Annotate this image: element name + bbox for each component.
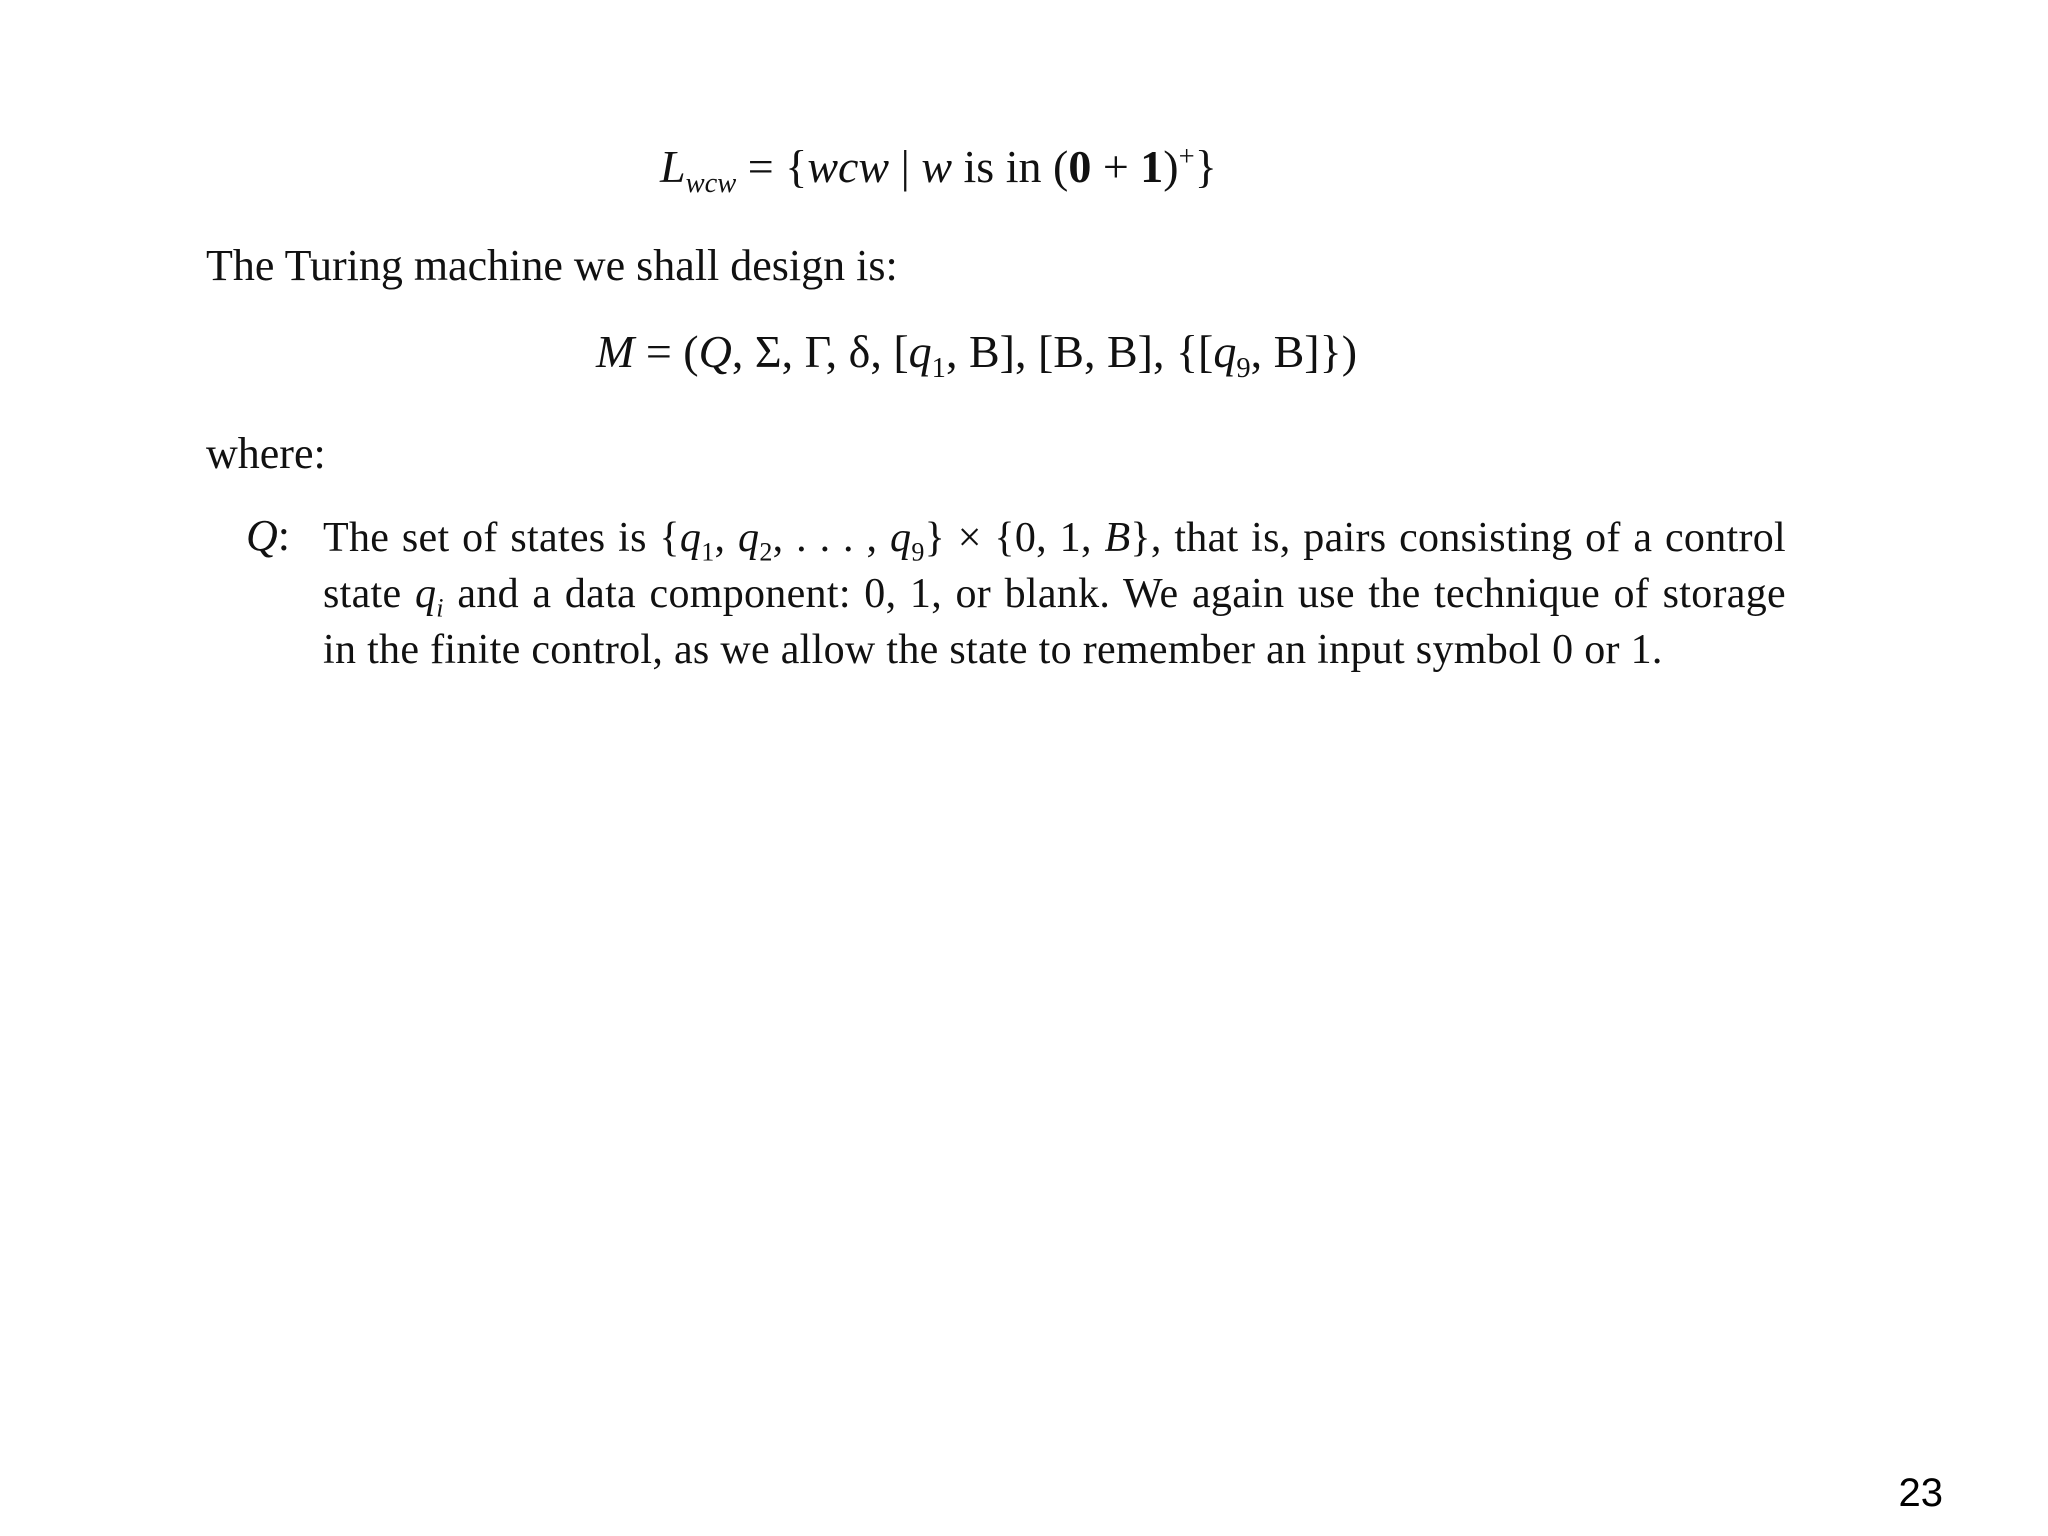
eq-lhs-subscript: wcw <box>685 168 737 200</box>
eq-equals-open: = { <box>736 141 808 192</box>
q-text-part1: The set of states is { <box>323 515 680 561</box>
eq-superscript: + <box>1178 141 1195 173</box>
eq-machine-b2: , B]}) <box>1250 326 1358 377</box>
machine-definition-equation <box>596 325 1358 385</box>
eq-machine-q: Q <box>698 326 732 377</box>
q-item-label <box>246 510 290 561</box>
q-text-q2: q <box>738 515 760 561</box>
q-text-part3: }, that is, pairs consisting of a control state <box>323 515 1787 617</box>
eq-one: 1 <box>1140 141 1164 192</box>
eq-paren-close: ) <box>1163 141 1179 192</box>
q-text-part2: } × {0, 1, <box>924 515 1105 561</box>
eq-machine-symbol: M <box>596 326 635 377</box>
eq-var: w <box>921 141 953 192</box>
q-text-part4: and a data component: 0, 1, or blank. We again use the technique of storage in the finite control, as we allow the state to remember an input symbol 0 or 1. <box>323 571 1786 673</box>
q-text-dots: , . . . , <box>772 515 890 561</box>
q-text-q2-sub: 2 <box>759 537 773 567</box>
eq-machine-equals: = ( <box>634 326 699 377</box>
q-text-qi-sub: i <box>436 593 444 623</box>
eq-machine-q9: q <box>1213 326 1237 377</box>
q-text-q1: q <box>679 515 702 561</box>
eq-close: } <box>1194 141 1217 192</box>
eq-lhs-symbol: L <box>660 141 686 192</box>
q-text-q1-sub: 1 <box>701 537 715 567</box>
eq-element: wcw <box>807 141 890 192</box>
eq-zero: 0 <box>1068 141 1092 192</box>
eq-machine-q1-sub: 1 <box>931 353 946 385</box>
eq-plus: + <box>1091 141 1141 192</box>
eq-machine-q9-sub: 9 <box>1236 353 1251 385</box>
eq-is-in: is in <box>952 141 1053 192</box>
eq-machine-rest: , Σ, Γ, δ, [ <box>731 326 909 377</box>
intro-text: The Turing machine we shall design is: <box>206 241 898 290</box>
eq-bar: | <box>889 141 922 192</box>
q-text-q9-sub: 9 <box>911 537 925 567</box>
q-text-comma1: , <box>714 515 738 561</box>
language-definition-equation <box>660 140 1217 200</box>
q-label-colon: : <box>277 511 291 560</box>
eq-machine-q1: q <box>908 326 932 377</box>
q-item-paragraph <box>323 510 1786 678</box>
where-label: where: <box>206 429 326 478</box>
q-text-q9: q <box>890 515 912 561</box>
q-text-b: B <box>1104 515 1131 561</box>
eq-machine-b1: , B], [B, B], {[ <box>945 326 1214 377</box>
slide-number: 23 <box>1898 1471 1943 1515</box>
q-text-qi: q <box>414 571 437 617</box>
eq-paren-open: ( <box>1052 141 1069 192</box>
q-label-symbol: Q <box>246 511 278 560</box>
